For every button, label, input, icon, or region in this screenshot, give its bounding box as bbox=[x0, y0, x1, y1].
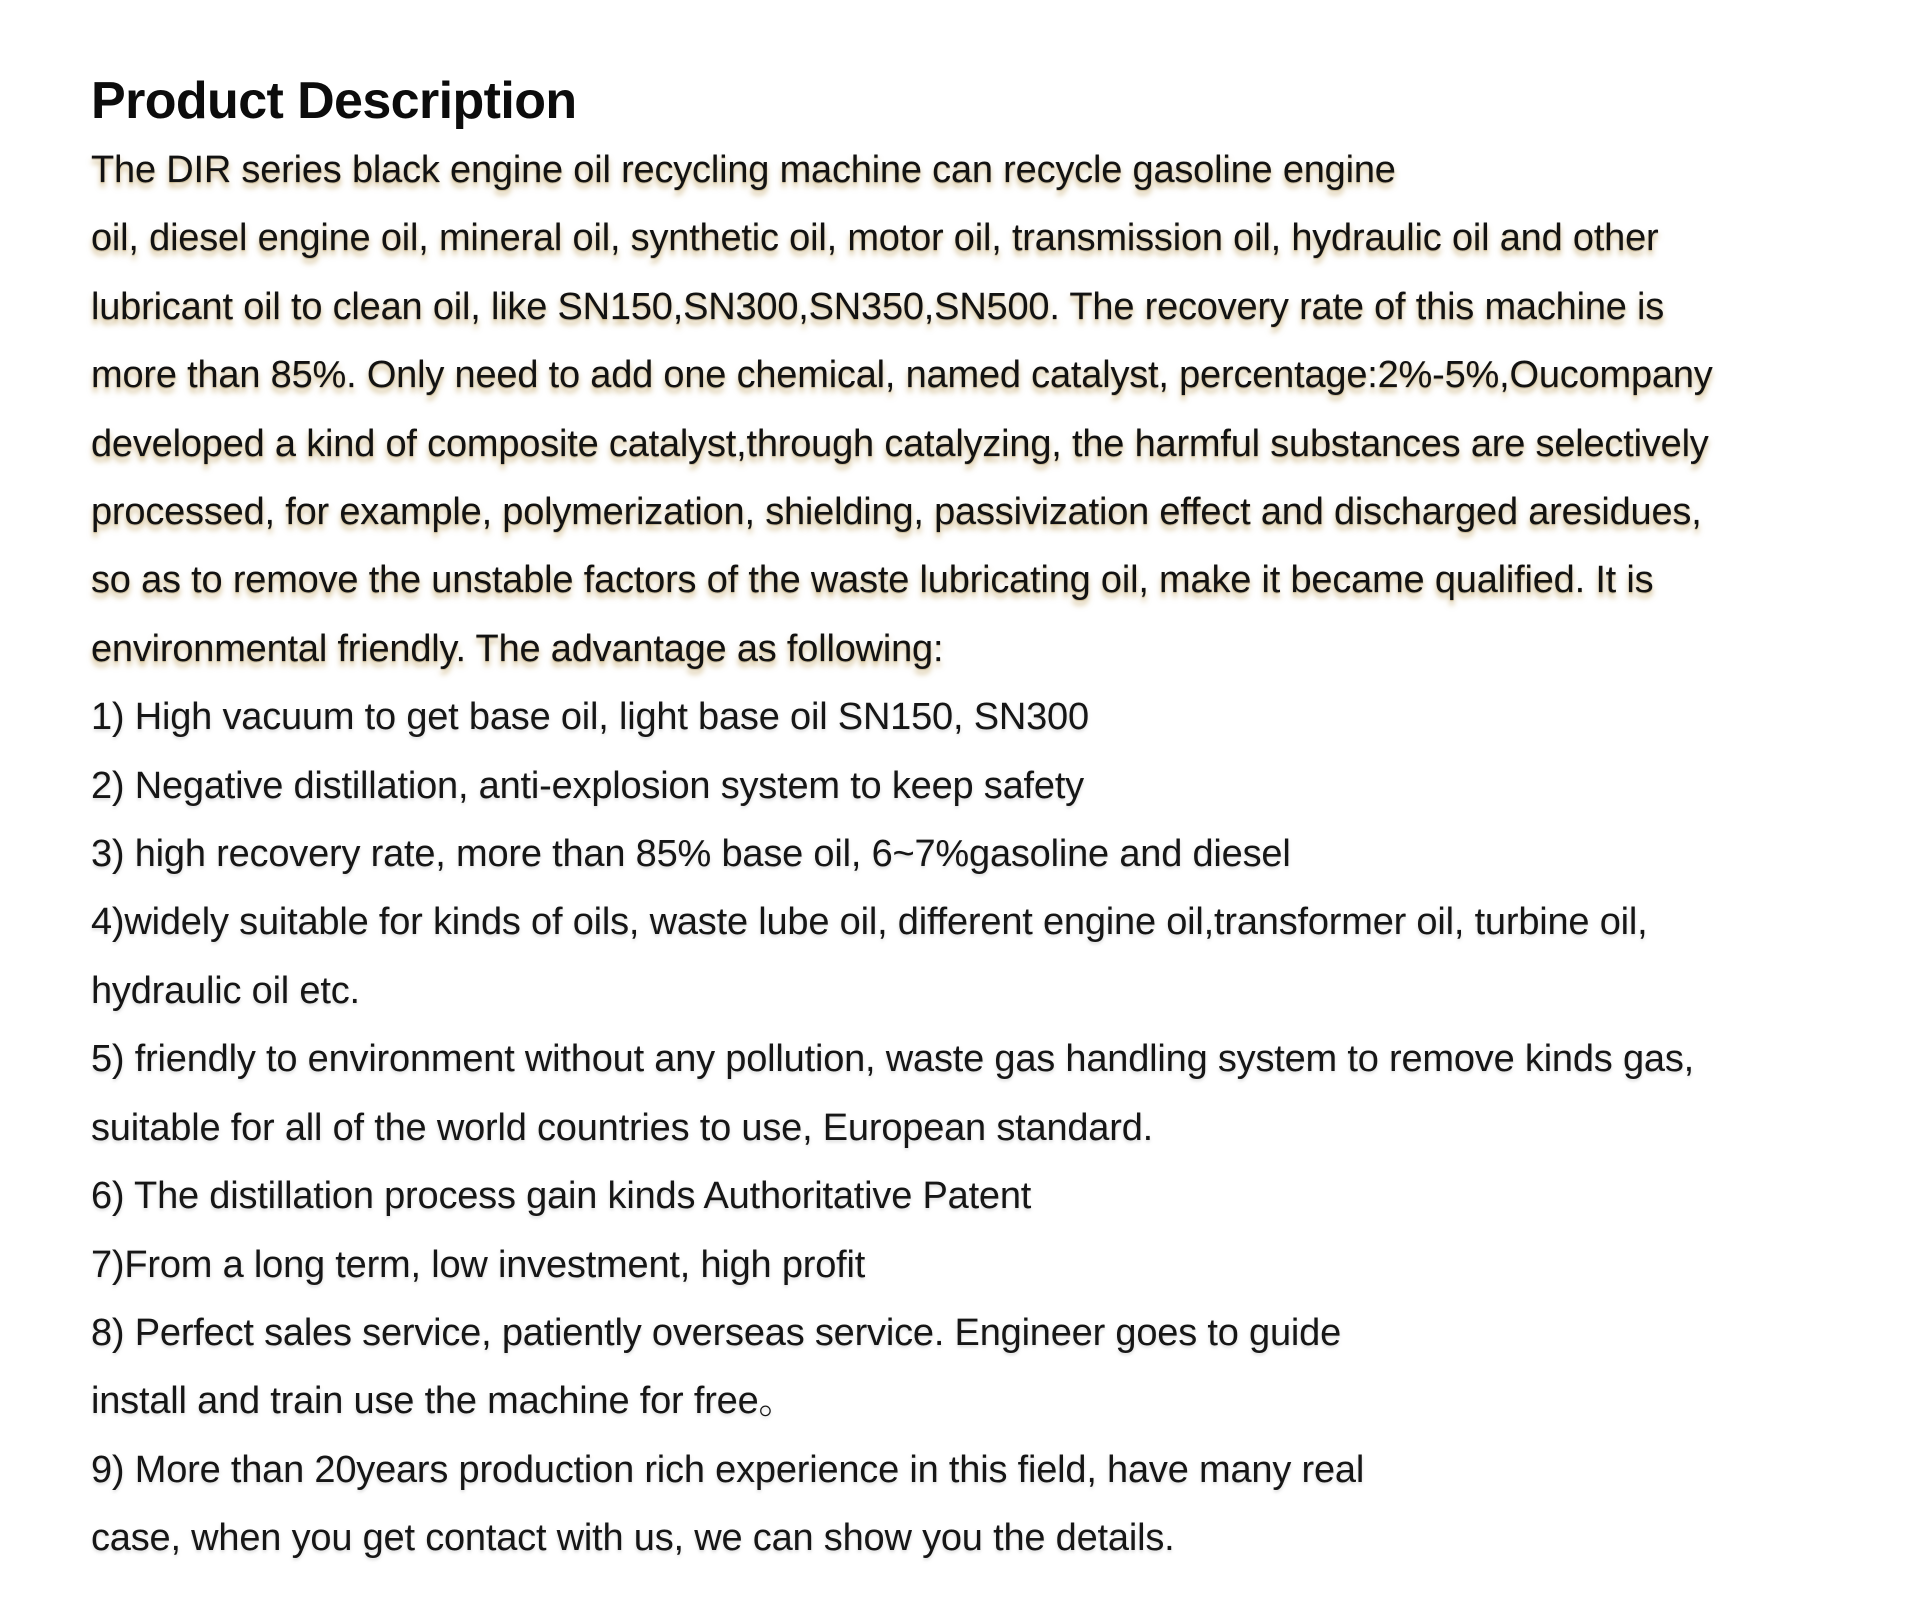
advantage-item: 8) Perfect sales service, patiently overseas service. Engineer goes to guide bbox=[91, 1311, 1342, 1354]
advantages-list bbox=[91, 683, 1891, 1572]
advantage-item-continuation: suitable for all of the world countries to use, European standard. bbox=[91, 1106, 1153, 1149]
advantage-item-continuation: case, when you get contact with us, we can show you the details. bbox=[91, 1517, 1175, 1560]
description-content bbox=[91, 66, 1891, 1573]
advantage-item: 5) friendly to environment without any pollution, waste gas handling system to remove kinds gas, bbox=[91, 1038, 1694, 1081]
advantage-item: 3) high recovery rate, more than 85% base oil, 6~7%gasoline and diesel bbox=[91, 833, 1291, 876]
advantage-item-continuation: install and train use the machine for free。 bbox=[91, 1380, 797, 1423]
intro-line: oil, diesel engine oil, mineral oil, synthetic oil, motor oil, transmission oil, hydraulic oil and other bbox=[91, 217, 1659, 260]
intro-line: environmental friendly. The advantage as following: bbox=[91, 627, 944, 670]
intro-line: so as to remove the unstable factors of the waste lubricating oil, make it became qualified. It is bbox=[91, 559, 1654, 602]
intro-line: The DIR series black engine oil recycling machine can recycle gasoline engine bbox=[91, 149, 1396, 191]
intro-paragraph bbox=[91, 136, 1891, 683]
advantage-item: 2) Negative distillation, anti-explosion system to keep safety bbox=[91, 764, 1084, 807]
intro-line: processed, for example, polymerization, shielding, passivization effect and discharged aresidues, bbox=[91, 491, 1702, 534]
advantage-item: 7)From a long term, low investment, high profit bbox=[91, 1243, 866, 1286]
intro-line: more than 85%. Only need to add one chemical, named catalyst, percentage:2%-5%,Oucompany bbox=[91, 354, 1713, 397]
advantage-item: 9) More than 20years production rich experience in this field, have many real bbox=[91, 1448, 1365, 1491]
advantage-item: 1) High vacuum to get base oil, light base oil SN150, SN300 bbox=[91, 696, 1089, 739]
advantage-item-continuation: hydraulic oil etc. bbox=[91, 969, 360, 1012]
intro-line: lubricant oil to clean oil, like SN150,SN300,SN350,SN500. The recovery rate of this machine is bbox=[91, 285, 1665, 328]
advantage-item: 6) The distillation process gain kinds Authoritative Patent bbox=[91, 1175, 1032, 1218]
page-title: Product Description bbox=[91, 72, 577, 130]
intro-line: developed a kind of composite catalyst,through catalyzing, the harmful substances are selectively bbox=[91, 422, 1709, 465]
advantage-item: 4)widely suitable for kinds of oils, waste lube oil, different engine oil,transformer oil, turbine oil, bbox=[91, 901, 1648, 944]
